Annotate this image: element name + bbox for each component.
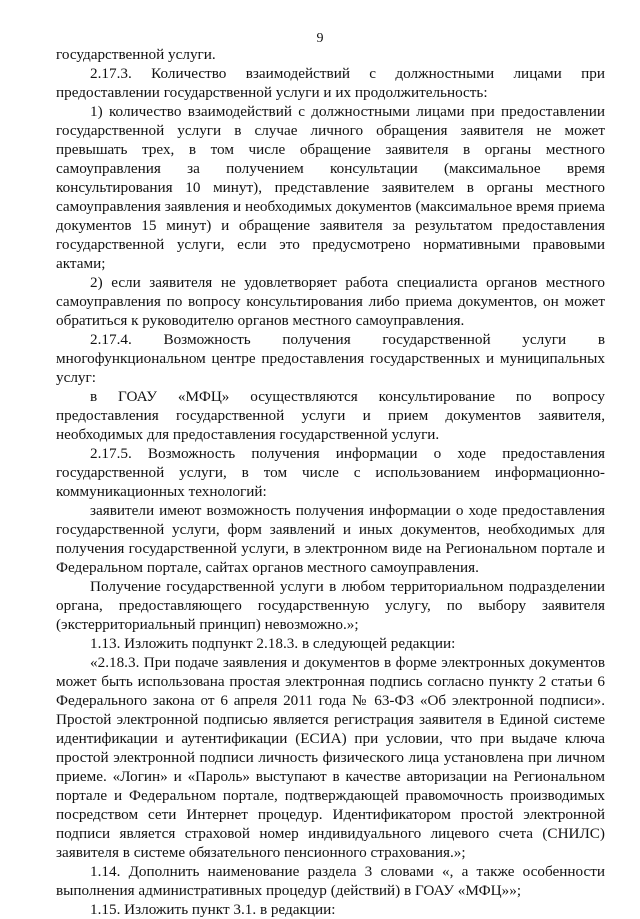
paragraph-2-17-4: 2.17.4. Возможность получения государственной услуги в многофункциональном центре предоставления государственных и муниципальных услуг: [56, 331, 605, 386]
paragraph-item-2: 2) если заявителя не удовлетворяет работа специалиста органов местного самоуправления по вопросу консультирования либо приема документов, он может обратиться к руководителю органов местного самоуправления. [56, 274, 605, 329]
paragraph-item-1: 1) количество взаимодействий с должностными лицами при предоставлении государственной услуги в случае личного обращения заявителя не может превышать трех, в том числе обращение заявителя в органы местного самоуправления за получением консультации (максимальное время консультирования 10 минут), представление заявителем в органы местного самоуправления заявления и необходимых документов (максимальное время приема документов 15 минут) и обращение заявителя за результатом предоставления государственной услуги, если это предусмотрено нормативными правовыми актами; [56, 103, 605, 272]
document-body [56, 45, 605, 919]
paragraph-mfc-consulting: в ГОАУ «МФЦ» осуществляются консультирование по вопросу предоставления государственной услуги и прием документов заявителя, необходимых для предоставления государственной услуги. [56, 388, 605, 443]
page-number: 9 [316, 31, 324, 46]
paragraph-1-13: 1.13. Изложить подпункт 2.18.3. в следующей редакции: [90, 635, 456, 652]
paragraph-service-end: государственной услуги. [56, 46, 216, 63]
paragraph-extraterritorial: Получение государственной услуги в любом территориальном подразделении органа, предоставляющего государственную услугу, по выбору заявителя (экстерриториальный принцип) невозможно.»; [56, 578, 605, 633]
paragraph-2-17-5: 2.17.5. Возможность получения информации о ходе предоставления государственной услуги, в том числе с использованием информационно-коммуникационных технологий: [56, 445, 605, 500]
paragraph-applicants-info: заявители имеют возможность получения информации о ходе предоставления государственной услуги, форм заявлений и иных документов, необходимых для получения государственной услуги, в электронном виде на Региональном портале и Федеральном портале, сайтах органов местного самоуправления. [56, 502, 605, 576]
paragraph-1-14: 1.14. Дополнить наименование раздела 3 словами «, а также особенности выполнения административных процедур (действий) в ГОАУ «МФЦ»»; [56, 863, 605, 899]
paragraph-2-18-3: «2.18.3. При подаче заявления и документов в форме электронных документов может быть использована простая электронная подпись согласно пункту 2 статьи 6 Федерального закона от 6 апреля 2011 года № 63-ФЗ «Об электронной подписи». Простой электронной подписью является регистрация заявителя в Единой системе идентификации и аутентификации (ЕСИА) при условии, что при выдаче ключа простой электронной подписи личность физического лица установлена при личном приеме. «Логин» и «Пароль» выступают в качестве авторизации на Региональном портале и Федеральном портале, подтверждающей правомочность производимых посредством сети Интернет процедур. Идентификатором простой электронной подписи является страховой номер индивидуального лицевого счета (СНИЛС) заявителя в системе обязательного пенсионного страхования.»; [56, 654, 605, 861]
paragraph-2-17-3: 2.17.3. Количество взаимодействий с должностными лицами при предоставлении государственной услуги и их продолжительность: [56, 65, 605, 101]
paragraph-1-15: 1.15. Изложить пункт 3.1. в редакции: [90, 901, 336, 918]
